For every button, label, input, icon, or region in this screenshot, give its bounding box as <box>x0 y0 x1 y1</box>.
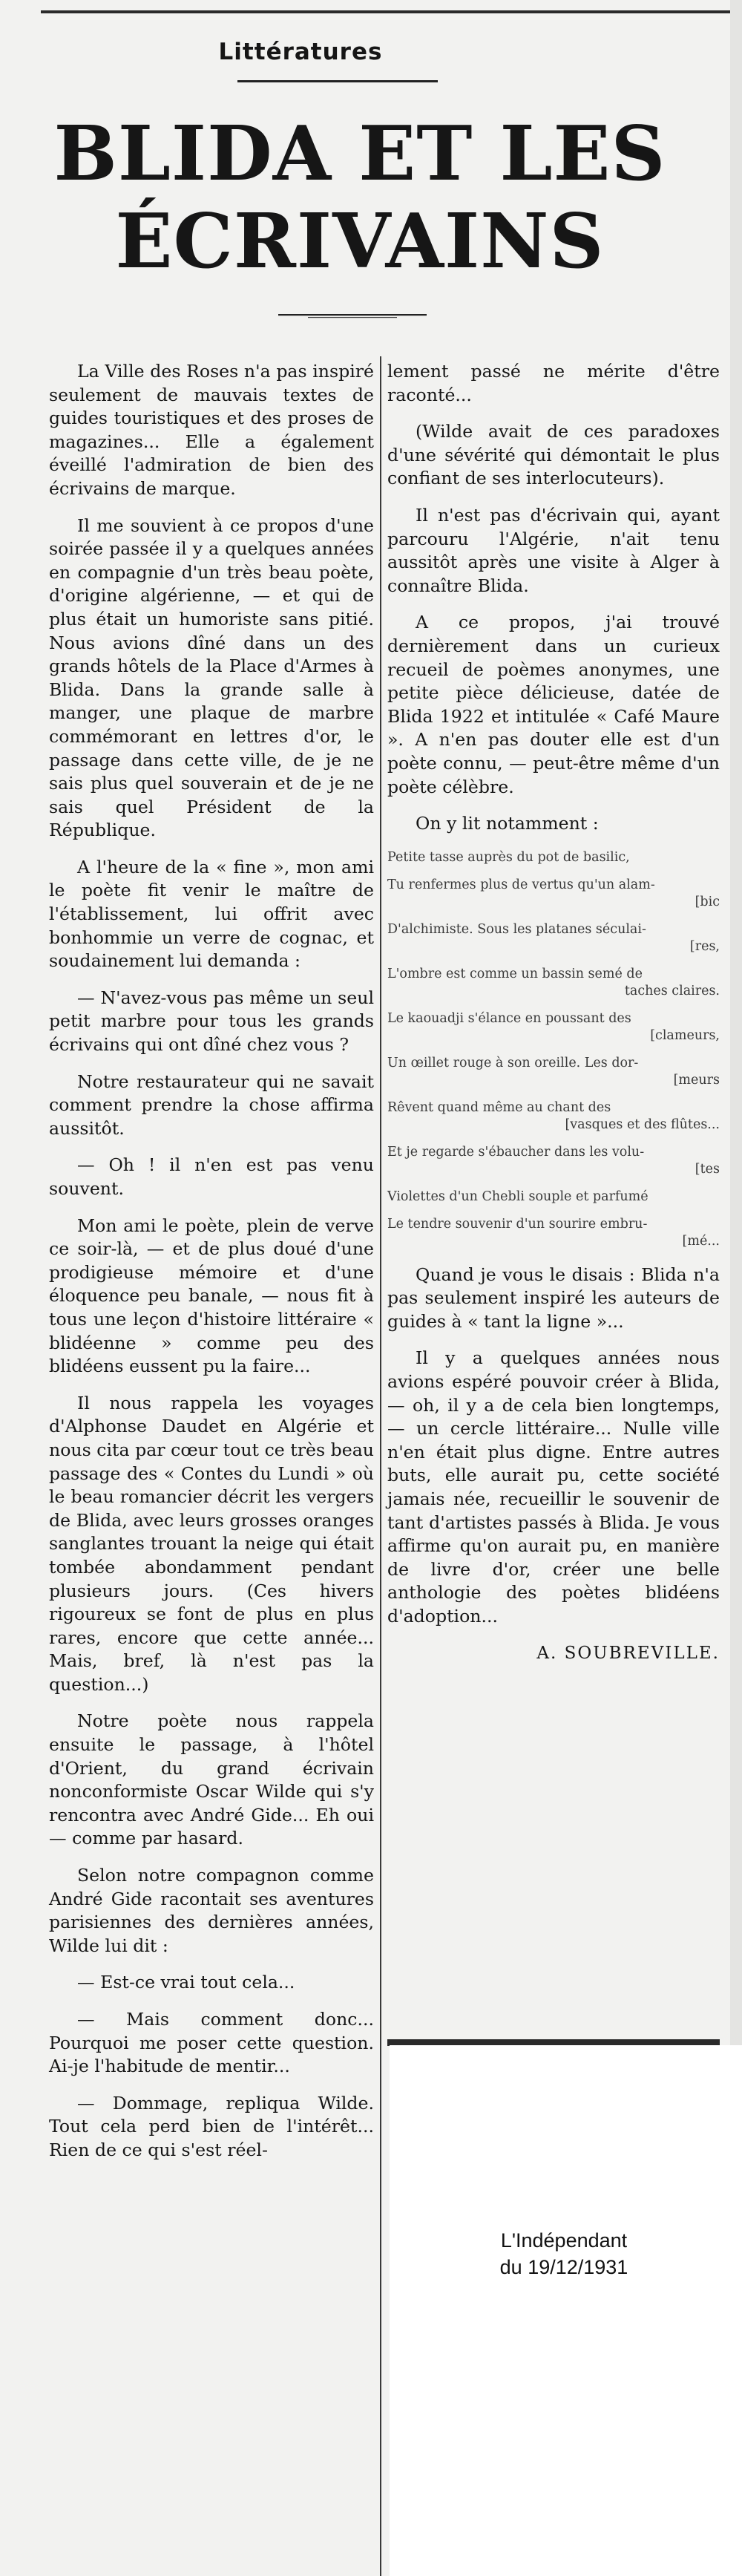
paragraph: — Dommage, repliqua Wilde. Tout cela perd bien de l'intérêt... Rien de ce qui s'est réel- <box>49 2092 374 2160</box>
source-caption <box>416 2227 712 2281</box>
poem-line: Tu renfermes plus de vertus qu'un alam- [bic <box>387 877 720 909</box>
poem-line: Violettes d'un Chebli souple et parfumé <box>387 1189 649 1204</box>
paragraph: La Ville des Roses n'a pas inspiré seulement de mauvais textes de guides touristiques et des proses de magazines... Elle a également éveillé l'admiration de bien des écrivains de marque. <box>49 361 374 499</box>
poem-line: D'alchimiste. Sous les platanes séculai- [res, <box>387 921 720 954</box>
article-column-1 <box>49 360 374 2176</box>
paragraph: Selon notre compagnon comme André Gide racontait ses aventures parisiennes des dernières années, Wilde lui dit : <box>49 1865 374 1956</box>
top-rule <box>41 10 742 13</box>
section-rubric: Littératures <box>218 39 383 65</box>
paragraph: (Wilde avait de ces paradoxes d'une sévérité qui démontait le plus confiant de ses interlocuteurs). <box>387 421 720 489</box>
headline <box>45 110 675 285</box>
caption-newspaper: L'Indépendant <box>500 2229 628 2252</box>
paragraph: Mon ami le poète, plein de verve ce soir-là, — et de plus doué d'une prodigieuse mémoire et d'une éloquence peu banale, — nous fit à tous une leçon d'histoire littéraire « blidéenne » comme peu des blidéens eussent pu la faire... <box>49 1215 374 1377</box>
ornamental-divider <box>278 310 427 321</box>
poem-line: Petite tasse auprès du pot de basilic, <box>387 849 630 865</box>
column-rule <box>380 356 381 2576</box>
poem-line: Et je regarde s'ébaucher dans les volu- [tes <box>387 1144 720 1177</box>
paragraph: Notre restaurateur qui ne savait comment prendre la chose affirma aussitôt. <box>49 1070 374 1139</box>
author-signature: A. SOUBREVILLE. <box>536 1643 720 1663</box>
paragraph: — Oh ! il n'en est pas venu souvent. <box>49 1154 374 1199</box>
paragraph: — Est-ce vrai tout cela... <box>77 1972 295 1993</box>
paragraph: Il n'est pas d'écrivain qui, ayant parcouru l'Algérie, n'ait tenu aussitôt après une visite à Alger à connaître Blida. <box>387 504 720 596</box>
poem-line: Rêvent quand même au chant des [vasques et des flûtes... <box>387 1099 720 1132</box>
paragraph: Il y a quelques années nous avions espéré pouvoir créer à Blida, — oh, il y a de cela bien longtemps, — un cercle littéraire... Nulle ville n'en était plus digne. Entre autres buts, elle aurait pu, cette société jamais née, recueillir le souvenir de tant d'artistes passés à Blida. Je vous affirme qu'on aurait pu, en manière de livre d'or, créer une belle anthologie des poètes blidéens d'adoption... <box>387 1347 720 1627</box>
paragraph: Quand je vous le disais : Blida n'a pas seulement inspiré les auteurs de guides à « tant la ligne »... <box>387 1264 720 1332</box>
caption-panel <box>390 2045 742 2576</box>
poem-line: Le tendre souvenir d'un sourire embru- [mé... <box>387 1216 720 1249</box>
poem-line: Un œillet rouge à son oreille. Les dor- [meurs <box>387 1055 720 1088</box>
paragraph: Notre poète nous rappela ensuite le passage, à l'hôtel d'Orient, du grand écrivain nonconformiste Oscar Wilde qui s'y rencontra avec André Gide... Eh oui — comme par hasard. <box>49 1710 374 1849</box>
paragraph: — N'avez-vous pas même un seul petit marbre pour tous les grands écrivains qui ont dîné chez vous ? <box>49 987 374 1056</box>
headline-line-1: BLIDA ET LES <box>53 109 666 197</box>
paragraph: On y lit notamment : <box>416 813 599 834</box>
paragraph: A ce propos, j'ai trouvé dernièrement dans un curieux recueil de poèmes anonymes, une petite pièce délicieuse, datée de Blida 1922 et intitulée « Café Maure ». A n'en pas douter elle est d'un poète connu, — peut-être même d'un poète célèbre. <box>387 612 720 797</box>
paragraph: Il nous rappela les voyages d'Alphonse Daudet en Algérie et nous cita par cœur tout ce très beau passage des « Contes du Lundi » où le beau romancier décrit les vergers de Blida, avec leurs grosses oranges sanglantes trouant la neige qui était tombée abondamment pendant plusieurs jours. (Ces hivers rigoureux se font de plus en plus rares, encore que cette année... Mais, bref, là n'est pas la question...) <box>49 1392 374 1695</box>
headline-line-2: ÉCRIVAINS <box>115 197 605 285</box>
poem-excerpt <box>387 849 720 1250</box>
article-column-2 <box>387 360 720 1678</box>
poem-line: L'ombre est comme un bassin semé de taches claires. <box>387 966 720 998</box>
paragraph: lement passé ne mérite d'être raconté... <box>387 361 720 405</box>
poem-line: Le kaouadji s'élance en poussant des [clameurs, <box>387 1010 720 1043</box>
paragraph: Il me souvient à ce propos d'une soirée passée il y a quelques années en compagnie d'un très beau poète, d'origine algérienne, — et qui de plus était un humoriste sans pitié. Nous avions dîné dans un des grands hôtels de la Place d'Armes à Blida. Dans la grande salle à manger, une plaque de marbre commémorant en lettres d'or, le passage dans cette ville, de je ne sais plus quel souverain et de je ne sais quel Président de la République. <box>49 514 374 841</box>
caption-date: du 19/12/1931 <box>499 2256 628 2278</box>
paragraph: — Mais comment donc... Pourquoi me poser cette question. Ai-je l'habitude de mentir... <box>49 2009 374 2077</box>
paragraph: A l'heure de la « fine », mon ami le poète fit venir le maître de l'établissement, lui offrit avec bonhommie un verre de cognac, et soudainement lui demanda : <box>49 856 374 972</box>
rubric-underline <box>237 80 438 82</box>
